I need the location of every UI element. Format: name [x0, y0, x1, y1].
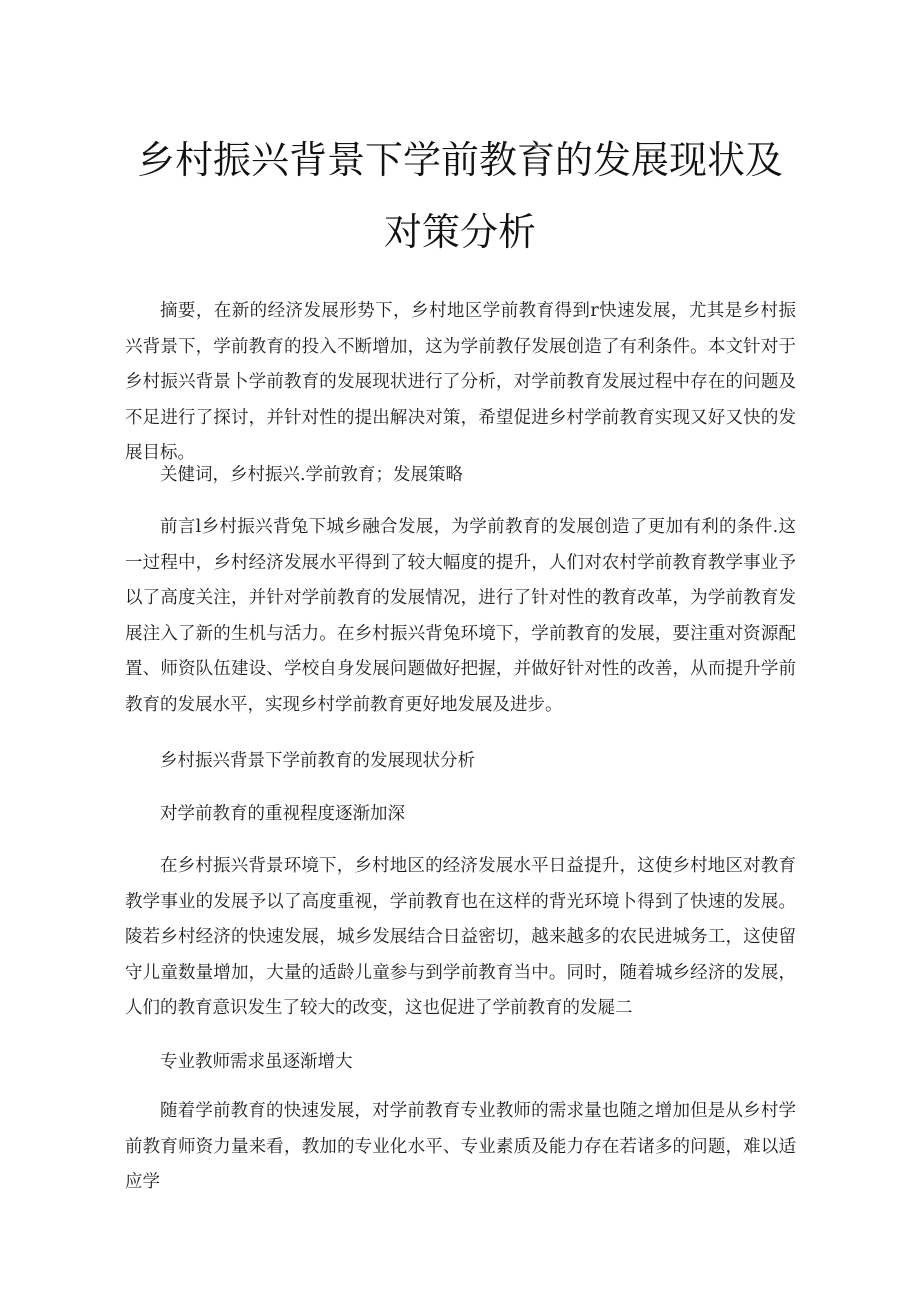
preface-paragraph: 前言l乡村振兴背兔下城乡融合发展，为学前教育的发展创造了更加有利的条件.这一过程中，乡村经济发展水平得到了较大幅度的提升，人们对农村学前教育教学事业予以了高度关注，并针对学前教育的发展情况，进行了针对性的教育改革，为学前教育发展注入了新的生机与活力。在乡村振兴背兔环境下，学前教育的发展，要注重对资源配置、师资队伍建设、学校自身发展问题做好把握，并做好针对性的改善，从而提升学前教育的发展水平，实现乡村学前教育更好地发展及进步。 [125, 517, 796, 715]
subsection-heading-2: 专业教师需求虽逐渐增大 [160, 1052, 353, 1072]
subsection-heading-1: 对学前教育的重视程度逐渐加深 [160, 804, 405, 824]
document-title-line-1: 乡村振兴背景下学前教育的发展现状及 [136, 138, 783, 182]
body-paragraph-1: 在乡村振兴背景环境下，乡村地区的经济发展水平日益提升，这使乡村地区对教育教学事业的发展予以了高度重视，学前教育也在这样的背光环境卜得到了快速的发展。陵若乡村经济的快速发展，城乡发展结合日益密切，越来越多的农民进城务工，这使留守儿童数量增加，大量的适龄儿童参与到学前教育当中。同时，随着城乡经济的发展，人们的教育意识发生了较大的改变，这也促进了学前教育的发屣二 [125, 856, 796, 1018]
keywords-line: 关健词，乡村振兴.学前敦育；发展策略 [160, 465, 464, 485]
document-title-line-2: 对策分析 [383, 210, 536, 254]
abstract-paragraph: 摘要，在新的经济发展形势下，乡村地区学前教育得到r快速发展，尤其是乡村振兴背景下，学前教育的投入不断增加，这为学前教仔发展创造了有利条件。本文针对于乡村振兴背景卜学前教育的发展现状进行了分析，对学前教育发展过程中存在的问题及不足进行了探讨，并针对性的提出解决对策，希望促进乡村学前教育实现又好又快的发展目标。 [125, 301, 796, 463]
body-paragraph-2: 随着学前教育的快速发展，对学前教育专业教师的需求量也随之增加但是从乡村学前教育师资力量来看，教加的专业化水平、专业素质及能力存在若诸多的问题，难以适应学 [125, 1101, 796, 1192]
section-heading-1: 乡村振兴背景下学前教育的发展现状分析 [160, 751, 475, 771]
